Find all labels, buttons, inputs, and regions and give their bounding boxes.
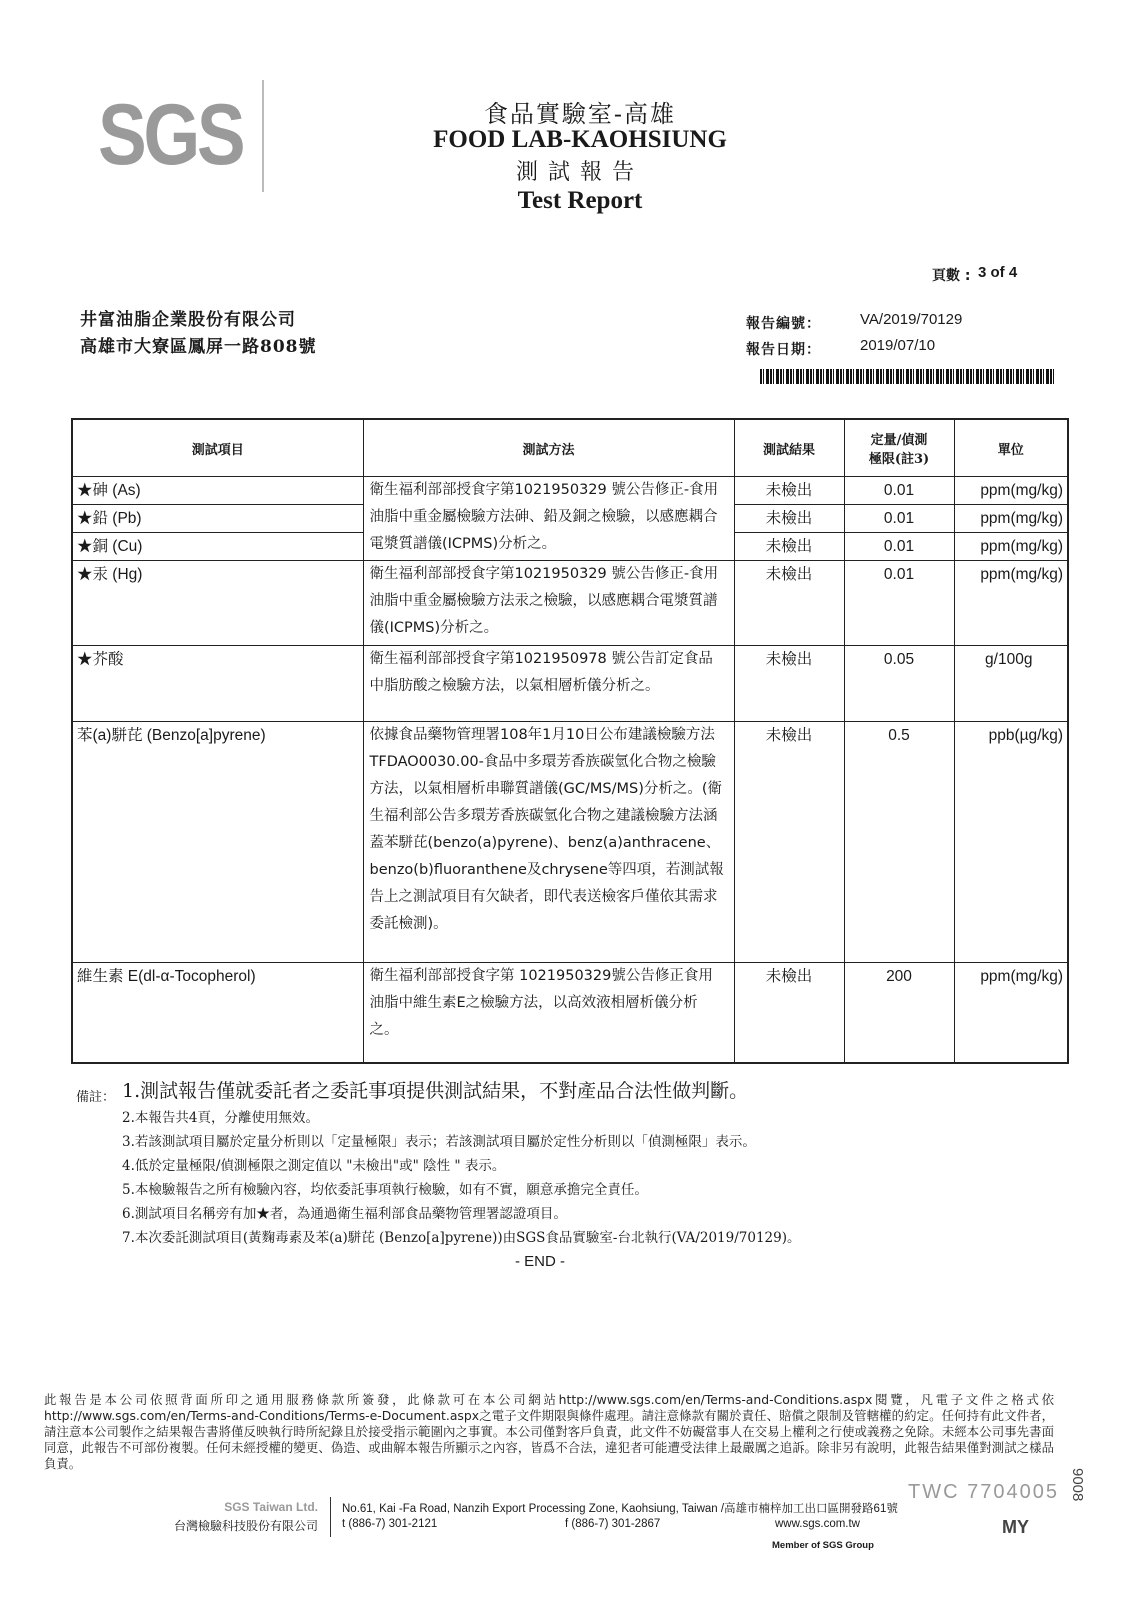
- limit-value: 0.01: [844, 477, 954, 505]
- result-value: 未檢出: [734, 505, 844, 533]
- notes-label: 備註：: [76, 1090, 116, 1105]
- note-item: 4.低於定量極限/偵測極限之測定值以 "未檢出"或" 陰性 " 表示。: [122, 1158, 506, 1174]
- method-text: 衛生福利部部授食字第1021950329 號公告修正-食用油脂中重金屬檢驗方法砷、鉛及銅之檢驗，以感應耦合電漿質譜儀(ICPMS)分析之。: [363, 477, 734, 561]
- initials-mark: MY: [1002, 1517, 1029, 1537]
- limit-value: 0.01: [844, 561, 954, 646]
- disclaimer-text: 此報告是本公司依照背面所印之通用服務條款所簽發，此條款可在本公司網站http://www.sgs.com/en/Terms-and-Conditions.aspx閱覽，凡電子文件之格式依http://www.sgs.com/en/Terms-and-Conditions/Terms-e-Document.aspx之電子文件期限與條件處理。請注意條款有關於責任、賠償之限制及管轄權的約定。任何持有此文件者，請注意本公司製作之結果報告書將僅反映執行時所紀錄且於接受指示範圍內之事實。本公司僅對客戶負責，此文件不妨礙當事人在交易上權利之行使或義務之免除。未經本公司事先書面同意，此報告不可部份複製。任何未經授權的變更、偽造、或曲解本報告所顯示之內容，皆爲不合法，違犯者可能遭受法律上最嚴厲之追訴。除非另有說明，此報告結果僅對測試之樣品負責。: [44, 1392, 1054, 1471]
- table-header-row: [72, 419, 1068, 477]
- unit-value: g/100g: [954, 646, 1068, 722]
- limit-value: 200: [844, 963, 954, 1063]
- footer-address: No.61, Kai -Fa Road, Nanzih Export Processing Zone, Kaohsiung, Taiwan /高雄市楠梓加工出口區開發路61號: [342, 1503, 898, 1515]
- end-marker: - END -: [515, 1253, 565, 1270]
- footer-telephone: t (886-7) 301-2121: [342, 1518, 438, 1530]
- table-row: [72, 561, 1068, 646]
- note-item: 3.若該測試項目屬於定量分析則以「定量極限」表示；若該測試項目屬於定性分析則以「偵測極限」表示。: [122, 1134, 756, 1150]
- report-title-en: Test Report: [517, 187, 643, 214]
- header-method: 測試方法: [363, 419, 734, 477]
- note-item: 5.本檢驗報告之所有檢驗內容，均依委託事項執行檢驗，如有不實，願意承擔完全責任。: [122, 1182, 648, 1198]
- report-title-zh: 測試報告: [515, 160, 644, 185]
- client-address: 高雄市大寮區鳳屏一路808號: [80, 337, 317, 357]
- client-name: 井富油脂企業股份有限公司: [80, 310, 296, 330]
- footer-fax: f (886-7) 301-2867: [565, 1518, 661, 1530]
- note-item: 6.測試項目名稱旁有加★者，為通過衛生福利部食品藥物管理署認證項目。: [122, 1206, 567, 1222]
- unit-value: ppm(mg/kg): [954, 963, 1068, 1063]
- table-row: [72, 722, 1068, 963]
- method-text: 衛生福利部部授食字第 1021950329號公告修正食用油脂中維生素E之檢驗方法，以高效液相層析儀分析之。: [363, 963, 734, 1063]
- result-value: 未檢出: [734, 646, 844, 722]
- table-row: [72, 646, 1068, 722]
- item-name: ★鉛 (Pb): [72, 505, 363, 533]
- report-number-label: 報告編號：: [746, 316, 821, 332]
- header-limit: 定量/偵測 極限(註3): [844, 419, 954, 477]
- unit-value: ppb(µg/kg): [954, 722, 1068, 963]
- item-name: ★芥酸: [72, 646, 363, 722]
- member-of-sgs-group: Member of SGS Group: [772, 1540, 874, 1551]
- logo-divider: [262, 80, 264, 192]
- report-date: 2019/07/10: [860, 337, 936, 354]
- method-text: 衛生福利部部授食字第1021950978 號公告訂定食品中脂肪酸之檢驗方法，以氣相層析儀分析之。: [363, 646, 734, 722]
- header-unit: 單位: [954, 419, 1068, 477]
- footer-website: www.sgs.com.tw: [775, 1518, 860, 1530]
- result-value: 未檢出: [734, 722, 844, 963]
- item-name: ★銅 (Cu): [72, 533, 363, 561]
- unit-value: ppm(mg/kg): [954, 561, 1068, 646]
- result-value: 未檢出: [734, 963, 844, 1063]
- item-name: 維生素 E(dl-α-Tocopherol): [72, 963, 363, 1063]
- sgs-logo: SGS: [98, 87, 243, 183]
- side-code: 9008: [1069, 1468, 1086, 1502]
- footer-divider: [330, 1497, 331, 1537]
- item-name: ★汞 (Hg): [72, 561, 363, 646]
- unit-value: ppm(mg/kg): [954, 505, 1068, 533]
- result-value: 未檢出: [734, 477, 844, 505]
- footer-company-en: SGS Taiwan Ltd.: [224, 1500, 318, 1514]
- limit-value: 0.05: [844, 646, 954, 722]
- report-date-label: 報告日期：: [746, 342, 821, 358]
- item-name: ★砷 (As): [72, 477, 363, 505]
- item-name: 苯(a)駢芘 (Benzo[a]pyrene): [72, 722, 363, 963]
- header-item: 測試項目: [72, 419, 363, 477]
- note-item: 2.本報告共4頁，分離使用無效。: [122, 1110, 319, 1126]
- report-number: VA/2019/70129: [860, 311, 963, 328]
- notes-list: [122, 1078, 801, 1252]
- limit-value: 0.01: [844, 533, 954, 561]
- page-number: 3 of 4: [978, 264, 1018, 281]
- note-item: 7.本次委託測試項目(黃麴毒素及苯(a)駢芘 (Benzo[a]pyrene))由SGS食品實驗室-台北執行(VA/2019/70129)。: [122, 1230, 801, 1246]
- table-row: [72, 477, 1068, 505]
- unit-value: ppm(mg/kg): [954, 533, 1068, 561]
- barcode: [760, 369, 1054, 384]
- method-text: 衛生福利部部授食字第1021950329 號公告修正-食用油脂中重金屬檢驗方法汞之檢驗，以感應耦合電漿質譜儀(ICPMS)分析之。: [363, 561, 734, 646]
- result-value: 未檢出: [734, 561, 844, 646]
- lab-title-en: FOOD LAB-KAOHSIUNG: [433, 126, 727, 153]
- page-label: 頁數 :: [932, 268, 971, 284]
- reference-code: TWC 7704005: [908, 1481, 1059, 1503]
- result-value: 未檢出: [734, 533, 844, 561]
- method-text: 依據食品藥物管理署108年1月10日公布建議檢驗方法TFDAO0030.00-食品中多環芳香族碳氫化合物之檢驗方法，以氣相層析串聯質譜儀(GC/MS/MS)分析之。(衛生福利部公告多環芳香族碳氫化合物之建議檢驗方法涵蓋苯駢芘(benzo(a)pyrene)、benz(a)anthracene、benzo(b)fluoranthene及chrysene等四項，若測試報告上之測試項目有欠缺者，即代表送檢客戶僅依其需求委託檢測)。: [363, 722, 734, 963]
- footer-company-zh: 台灣檢驗科技股份有限公司: [173, 1519, 318, 1533]
- unit-value: ppm(mg/kg): [954, 477, 1068, 505]
- limit-value: 0.5: [844, 722, 954, 963]
- limit-value: 0.01: [844, 505, 954, 533]
- table-row: [72, 963, 1068, 1063]
- note-item: 1.測試報告僅就委託者之委託事項提供測試結果，不對產品合法性做判斷。: [122, 1080, 749, 1102]
- header-result: 測試結果: [734, 419, 844, 477]
- results-table: [71, 418, 1069, 1064]
- lab-title-zh: 食品實驗室-高雄: [483, 100, 677, 128]
